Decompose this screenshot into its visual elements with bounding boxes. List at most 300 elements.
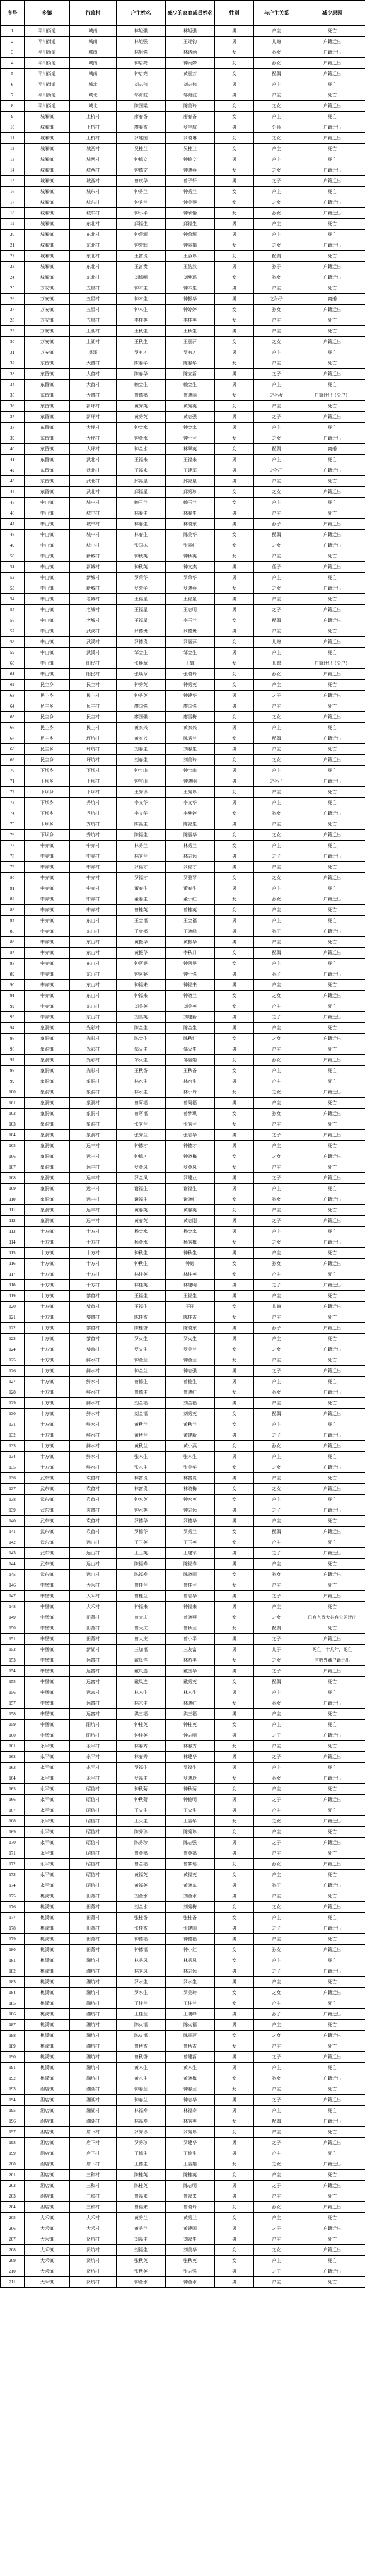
table-row xyxy=(1,1645,365,1655)
cell-index: 38 xyxy=(1,423,25,433)
cell-relation: 户主 xyxy=(254,723,299,733)
cell-gender: 女 xyxy=(215,272,254,283)
table-row xyxy=(1,326,365,337)
cell-township: 永平镇 xyxy=(25,1859,70,1870)
cell-index: 119 xyxy=(1,1291,25,1302)
cell-village: 城东村 xyxy=(70,208,117,219)
cell-index: 10 xyxy=(1,122,25,133)
cell-householder: 王桂兰 xyxy=(117,1998,166,2009)
cell-relation: 户主 xyxy=(254,1977,299,1988)
cell-reason: 死亡 xyxy=(299,112,365,122)
cell-reason: 户籍迁出 xyxy=(299,1344,365,1355)
cell-index: 201 xyxy=(1,2170,25,2181)
cell-removed-member: 钟欣怡 xyxy=(166,208,215,219)
cell-township: 湘店镇 xyxy=(25,2159,70,2170)
cell-gender: 男 xyxy=(215,176,254,187)
cell-index: 209 xyxy=(1,2256,25,2266)
cell-village: 贤坑村 xyxy=(70,2245,117,2256)
cell-householder: 张焕章 xyxy=(117,669,166,680)
cell-reason: 死亡 xyxy=(299,905,365,916)
cell-gender: 男 xyxy=(215,691,254,701)
cell-relation: 孙女 xyxy=(254,208,299,219)
table-row xyxy=(1,1880,365,1891)
cell-village: 田背村 xyxy=(70,1623,117,1634)
cell-reason: 死亡 xyxy=(299,1977,365,1988)
cell-reason: 户籍迁出 xyxy=(299,1237,365,1248)
cell-village: 阳民村 xyxy=(70,658,117,669)
cell-relation: 配偶 xyxy=(254,1677,299,1687)
cell-reason: 户籍迁出 xyxy=(299,1527,365,1537)
header-cell-township: 乡镇 xyxy=(25,1,70,26)
table-row xyxy=(1,787,365,798)
cell-township: 中堡镇 xyxy=(25,1677,70,1687)
cell-gender: 女 xyxy=(215,1955,254,1966)
cell-township: 东留镇 xyxy=(25,390,70,401)
cell-gender: 男 xyxy=(215,154,254,165)
cell-removed-member: 曾晓燕 xyxy=(166,1612,215,1623)
cell-reason: 死亡 xyxy=(299,744,365,755)
cell-householder: 王福星 xyxy=(117,594,166,605)
cell-relation: 户主 xyxy=(254,1784,299,1795)
cell-reason: 死亡 xyxy=(299,230,365,240)
table-row xyxy=(1,165,365,176)
cell-relation: 户主 xyxy=(254,1516,299,1527)
cell-relation: 儿媳 xyxy=(254,1302,299,1312)
cell-gender: 女 xyxy=(215,337,254,347)
cell-village: 袁畲村 xyxy=(70,1473,117,1484)
cell-index: 118 xyxy=(1,1280,25,1291)
cell-gender: 男 xyxy=(215,776,254,787)
table-row xyxy=(1,1184,365,1194)
cell-relation: 户主 xyxy=(254,766,299,776)
cell-reason: 户籍迁出 xyxy=(299,1055,365,1066)
cell-township: 永平镇 xyxy=(25,1827,70,1838)
cell-index: 159 xyxy=(1,1720,25,1730)
table-row xyxy=(1,283,365,294)
cell-relation: 孙女 xyxy=(254,1109,299,1119)
cell-index: 40 xyxy=(1,444,25,455)
cell-removed-member: 黄福英 xyxy=(166,1870,215,1880)
cell-index: 127 xyxy=(1,1377,25,1387)
cell-township: 象洞镇 xyxy=(25,1173,70,1184)
cell-village: 武溪村 xyxy=(70,648,117,658)
cell-removed-member: 张丽红 xyxy=(166,540,215,551)
cell-township: 十方镇 xyxy=(25,1312,70,1323)
cell-gender: 男 xyxy=(215,2266,254,2277)
cell-village: 秀坑村 xyxy=(70,830,117,841)
cell-reason: 户籍迁出 xyxy=(299,1087,365,1098)
cell-township: 中赤镇 xyxy=(25,851,70,862)
cell-relation: 孙子 xyxy=(254,1323,299,1334)
cell-reason: 死亡 xyxy=(299,2148,365,2159)
table-row xyxy=(1,2127,365,2138)
cell-index: 180 xyxy=(1,1945,25,1955)
cell-index: 146 xyxy=(1,1580,25,1591)
cell-householder: 三加福 xyxy=(117,1645,166,1655)
cell-index: 46 xyxy=(1,508,25,519)
cell-relation: 之女 xyxy=(254,1816,299,1827)
cell-householder: 罗火生 xyxy=(117,1344,166,1355)
cell-township: 中堡镇 xyxy=(25,1623,70,1634)
cell-index: 39 xyxy=(1,433,25,444)
cell-village: 昭信村 xyxy=(70,1805,117,1816)
cell-index: 15 xyxy=(1,176,25,187)
cell-gender: 男 xyxy=(215,1076,254,1087)
cell-gender: 男 xyxy=(215,937,254,948)
cell-reason: 户籍迁出 xyxy=(299,69,365,79)
cell-township: 象洞镇 xyxy=(25,1119,70,1130)
table-row xyxy=(1,219,365,230)
cell-householder: 王福来 xyxy=(117,455,166,465)
table-row xyxy=(1,1023,365,1034)
cell-relation: 户主 xyxy=(254,401,299,412)
cell-reason: 户籍迁出 xyxy=(299,197,365,208)
cell-village: 城西村 xyxy=(70,165,117,176)
cell-relation: 之女 xyxy=(254,433,299,444)
table-row xyxy=(1,1119,365,1130)
cell-removed-member: 王婵 xyxy=(166,658,215,669)
cell-village: 五星村 xyxy=(70,315,117,326)
cell-township: 中山镇 xyxy=(25,551,70,562)
cell-relation: 之子 xyxy=(254,2266,299,2277)
cell-gender: 男 xyxy=(215,1805,254,1816)
table-row xyxy=(1,1280,365,1291)
table-row xyxy=(1,594,365,605)
cell-index: 140 xyxy=(1,1516,25,1527)
cell-relation: 之女 xyxy=(254,1087,299,1098)
cell-village: 光彩村 xyxy=(70,1023,117,1034)
cell-index: 151 xyxy=(1,1634,25,1645)
cell-relation: 之子 xyxy=(254,1548,299,1559)
cell-reason: 死亡 xyxy=(299,1891,365,1902)
cell-relation: 户主 xyxy=(254,2191,299,2202)
cell-relation: 户主 xyxy=(254,1495,299,1505)
cell-township: 东留镇 xyxy=(25,358,70,369)
cell-removed-member: 钟金兰 xyxy=(166,1355,215,1366)
cell-township: 武东镇 xyxy=(25,1527,70,1537)
cell-township: 城厢镇 xyxy=(25,208,70,219)
cell-reason: 死亡 xyxy=(299,1741,365,1752)
table-row xyxy=(1,1902,365,1913)
cell-householder: 黄秀英 xyxy=(117,412,166,423)
cell-gender: 男 xyxy=(215,262,254,272)
cell-reason: 户籍迁出 xyxy=(299,1216,365,1227)
cell-index: 82 xyxy=(1,894,25,905)
cell-township: 城厢镇 xyxy=(25,197,70,208)
cell-relation: 之子 xyxy=(254,2095,299,2106)
cell-index: 21 xyxy=(1,240,25,251)
cell-township: 武东镇 xyxy=(25,1505,70,1516)
cell-gender: 男 xyxy=(215,519,254,530)
cell-gender: 女 xyxy=(215,905,254,916)
cell-householder: 钟小平 xyxy=(117,208,166,219)
cell-removed-member: 林桂英 xyxy=(166,1269,215,1280)
cell-gender: 女 xyxy=(215,1945,254,1955)
table-row xyxy=(1,2041,365,2052)
cell-gender: 女 xyxy=(215,1259,254,1269)
cell-reason: 户籍迁出 xyxy=(299,433,365,444)
table-row xyxy=(1,883,365,894)
cell-reason: 户籍迁出 xyxy=(299,1752,365,1763)
cell-index: 60 xyxy=(1,658,25,669)
cell-index: 101 xyxy=(1,1098,25,1109)
cell-removed-member: 邱福星 xyxy=(166,476,215,487)
cell-householder: 陈福生 xyxy=(117,819,166,830)
cell-village: 上杭村 xyxy=(70,122,117,133)
cell-township: 十方镇 xyxy=(25,1227,70,1237)
cell-removed-member: 钟秋生 xyxy=(166,1248,215,1259)
table-row xyxy=(1,1076,365,1087)
cell-reason: 户籍迁出 xyxy=(299,1259,365,1269)
cell-village: 城中村 xyxy=(70,508,117,519)
cell-township: 中堡镇 xyxy=(25,1720,70,1730)
cell-index: 53 xyxy=(1,583,25,594)
cell-township: 中赤镇 xyxy=(25,905,70,916)
cell-relation: 之子 xyxy=(254,1634,299,1645)
table-row xyxy=(1,1334,365,1344)
cell-index: 57 xyxy=(1,626,25,637)
cell-removed-member: 赖玉兰 xyxy=(166,498,215,508)
table-row xyxy=(1,873,365,883)
table-row xyxy=(1,819,365,830)
cell-reason: 户籍迁出 xyxy=(299,133,365,144)
cell-gender: 男 xyxy=(215,122,254,133)
cell-reason: 死亡 xyxy=(299,1452,365,1462)
cell-index: 181 xyxy=(1,1955,25,1966)
cell-relation: 孙女 xyxy=(254,58,299,69)
cell-index: 177 xyxy=(1,1913,25,1923)
cell-removed-member: 罗建业 xyxy=(166,1173,215,1184)
cell-index: 132 xyxy=(1,1430,25,1441)
cell-index: 166 xyxy=(1,1795,25,1805)
cell-gender: 女 xyxy=(215,808,254,819)
cell-index: 182 xyxy=(1,1966,25,1977)
cell-relation: 之子 xyxy=(254,1130,299,1141)
cell-removed-member: 张志强 xyxy=(166,2266,215,2277)
cell-township: 永平镇 xyxy=(25,1741,70,1752)
cell-householder: 钟桂英 xyxy=(117,1720,166,1730)
cell-removed-member: 戴秀英 xyxy=(166,1677,215,1687)
cell-township: 十方镇 xyxy=(25,1452,70,1462)
cell-index: 110 xyxy=(1,1194,25,1205)
cell-township: 下坝乡 xyxy=(25,808,70,819)
cell-removed-member: 钟德才 xyxy=(166,1141,215,1151)
cell-village: 湘湖村 xyxy=(70,2116,117,2127)
cell-gender: 男 xyxy=(215,1977,254,1988)
cell-gender: 男 xyxy=(215,2277,254,2288)
cell-householder: 钟金水 xyxy=(117,423,166,433)
table-row xyxy=(1,79,365,90)
cell-gender: 男 xyxy=(215,1184,254,1194)
cell-relation: 之子 xyxy=(254,412,299,423)
cell-removed-member: 黄秋兰 xyxy=(166,1419,215,1430)
cell-village: 袁畲村 xyxy=(70,1495,117,1505)
cell-village: 城南 xyxy=(70,26,117,37)
cell-removed-member: 赖金生 xyxy=(166,380,215,390)
cell-township: 中山镇 xyxy=(25,562,70,573)
cell-reason: 死亡 xyxy=(299,594,365,605)
cell-removed-member: 刘金福 xyxy=(166,1398,215,1409)
cell-index: 106 xyxy=(1,1151,25,1162)
cell-township: 十方镇 xyxy=(25,1259,70,1269)
table-row xyxy=(1,1141,365,1151)
cell-township: 中赤镇 xyxy=(25,948,70,959)
table-row xyxy=(1,1173,365,1184)
cell-householder: 董春生 xyxy=(117,883,166,894)
cell-householder: 钟启亮 xyxy=(117,69,166,79)
cell-village: 城北 xyxy=(70,101,117,112)
cell-gender: 女 xyxy=(215,1462,254,1473)
cell-village: 中赤村 xyxy=(70,851,117,862)
cell-reason: 死亡 xyxy=(299,2277,365,2288)
cell-gender: 女 xyxy=(215,1344,254,1355)
cell-householder: 黄木生 xyxy=(117,2073,166,2084)
cell-index: 133 xyxy=(1,1441,25,1452)
table-row xyxy=(1,1977,365,1988)
cell-village: 三和村 xyxy=(70,2191,117,2202)
cell-relation: 户主 xyxy=(254,2127,299,2138)
cell-reason: 户籍迁出 xyxy=(299,1034,365,1044)
cell-householder: 王玉英 xyxy=(117,1548,166,1559)
cell-reason: 死亡 xyxy=(299,1377,365,1387)
cell-gender: 男 xyxy=(215,1516,254,1527)
cell-householder: 陈春华 xyxy=(117,369,166,380)
cell-gender: 男 xyxy=(215,2095,254,2106)
cell-gender: 女 xyxy=(215,1913,254,1923)
cell-relation: 户主 xyxy=(254,1291,299,1302)
cell-householder: 戴凤连 xyxy=(117,1677,166,1687)
cell-gender: 男 xyxy=(215,594,254,605)
cell-reason: 户籍迁出 xyxy=(299,337,365,347)
cell-gender: 女 xyxy=(215,894,254,905)
cell-village: 秀坑村 xyxy=(70,798,117,808)
cell-township: 十方镇 xyxy=(25,1377,70,1387)
cell-gender: 女 xyxy=(215,1269,254,1280)
cell-township: 城厢镇 xyxy=(25,133,70,144)
table-row xyxy=(1,658,365,669)
table-row xyxy=(1,1516,365,1527)
cell-township: 城厢镇 xyxy=(25,165,70,176)
cell-index: 75 xyxy=(1,819,25,830)
cell-village: 湘坑村 xyxy=(70,2041,117,2052)
cell-index: 205 xyxy=(1,2213,25,2223)
cell-removed-member: 钟秋英 xyxy=(166,551,215,562)
cell-relation: 之子 xyxy=(254,2138,299,2148)
cell-gender: 女 xyxy=(215,487,254,498)
cell-township: 大禾镇 xyxy=(25,2234,70,2245)
cell-township: 城厢镇 xyxy=(25,251,70,262)
cell-relation: 孙女 xyxy=(254,1945,299,1955)
cell-township: 永平镇 xyxy=(25,1752,70,1763)
cell-householder: 罗德贵 xyxy=(117,637,166,648)
cell-village: 湘坑村 xyxy=(70,2009,117,2020)
cell-reason: 离婚 xyxy=(299,294,365,305)
cell-village: 远山村 xyxy=(70,1570,117,1580)
cell-reason: 户籍迁出 xyxy=(299,1505,365,1516)
cell-reason: 死亡 xyxy=(299,1955,365,1966)
cell-householder: 黄福英 xyxy=(117,1880,166,1891)
cell-relation: 孙女 xyxy=(254,1055,299,1066)
cell-removed-member: 王丽 xyxy=(166,1302,215,1312)
cell-township: 象洞镇 xyxy=(25,1130,70,1141)
table-row xyxy=(1,1634,365,1645)
cell-township: 东留镇 xyxy=(25,423,70,433)
cell-township: 平川街道 xyxy=(25,69,70,79)
cell-index: 136 xyxy=(1,1473,25,1484)
cell-householder: 钟荣辉 xyxy=(117,240,166,251)
cell-removed-member: 钟金水 xyxy=(166,2277,215,2288)
table-row xyxy=(1,1795,365,1805)
cell-township: 大禾镇 xyxy=(25,2266,70,2277)
table-row xyxy=(1,1398,365,1409)
cell-householder: 罗建国 xyxy=(117,133,166,144)
table-row xyxy=(1,1591,365,1602)
cell-removed-member: 陈晓丽 xyxy=(166,1570,215,1580)
cell-relation: 户主 xyxy=(254,1398,299,1409)
cell-township: 十方镇 xyxy=(25,1441,70,1452)
cell-householder: 黄振华 xyxy=(117,948,166,959)
table-row xyxy=(1,369,365,380)
cell-relation: 之子 xyxy=(254,1838,299,1848)
cell-township: 十方镇 xyxy=(25,1366,70,1377)
cell-relation: 之女 xyxy=(254,337,299,347)
cell-gender: 女 xyxy=(215,948,254,959)
cell-reason: 户籍迁出 xyxy=(299,1109,365,1119)
cell-township: 中堡镇 xyxy=(25,1730,70,1741)
cell-householder: 邱福生 xyxy=(117,219,166,230)
cell-removed-member: 林春生 xyxy=(166,508,215,519)
cell-reason: 户籍迁出 xyxy=(299,1945,365,1955)
cell-township: 万安镇 xyxy=(25,347,70,358)
cell-village: 中赤村 xyxy=(70,862,117,873)
cell-householder: 林桂英 xyxy=(117,1280,166,1291)
cell-township: 桃溪镇 xyxy=(25,2009,70,2020)
cell-index: 195 xyxy=(1,2106,25,2116)
cell-householder: 吴桂兰 xyxy=(117,144,166,154)
cell-index: 142 xyxy=(1,1537,25,1548)
cell-village: 店下村 xyxy=(70,2159,117,2170)
table-row xyxy=(1,894,365,905)
cell-village: 远丰村 xyxy=(70,1184,117,1194)
cell-householder: 刘春生 xyxy=(117,744,166,755)
cell-removed-member: 钟婷婷 xyxy=(166,305,215,315)
cell-gender: 男 xyxy=(215,1730,254,1741)
cell-removed-member: 林春秀 xyxy=(166,1741,215,1752)
table-row xyxy=(1,133,365,144)
cell-village: 大坪村 xyxy=(70,433,117,444)
cell-village: 湘坑村 xyxy=(70,2063,117,2073)
cell-gender: 男 xyxy=(215,1505,254,1516)
cell-relation: 之子 xyxy=(254,1430,299,1441)
table-row xyxy=(1,1302,365,1312)
cell-township: 东留镇 xyxy=(25,401,70,412)
table-row xyxy=(1,573,365,583)
table-row xyxy=(1,1366,365,1377)
cell-village: 贤坑村 xyxy=(70,2277,117,2288)
cell-householder: 刘美英 xyxy=(117,1001,166,1012)
table-row xyxy=(1,1923,365,1934)
cell-relation: 户主 xyxy=(254,2063,299,2073)
cell-index: 107 xyxy=(1,1162,25,1173)
header-cell-village: 行政村 xyxy=(70,1,117,26)
cell-reason: 死亡 xyxy=(299,883,365,894)
cell-relation: 之女 xyxy=(254,2031,299,2041)
table-row xyxy=(1,444,365,455)
table-row xyxy=(1,937,365,948)
cell-removed-member: 罗荣华 xyxy=(166,573,215,583)
cell-gender: 男 xyxy=(215,1430,254,1441)
cell-index: 114 xyxy=(1,1237,25,1248)
